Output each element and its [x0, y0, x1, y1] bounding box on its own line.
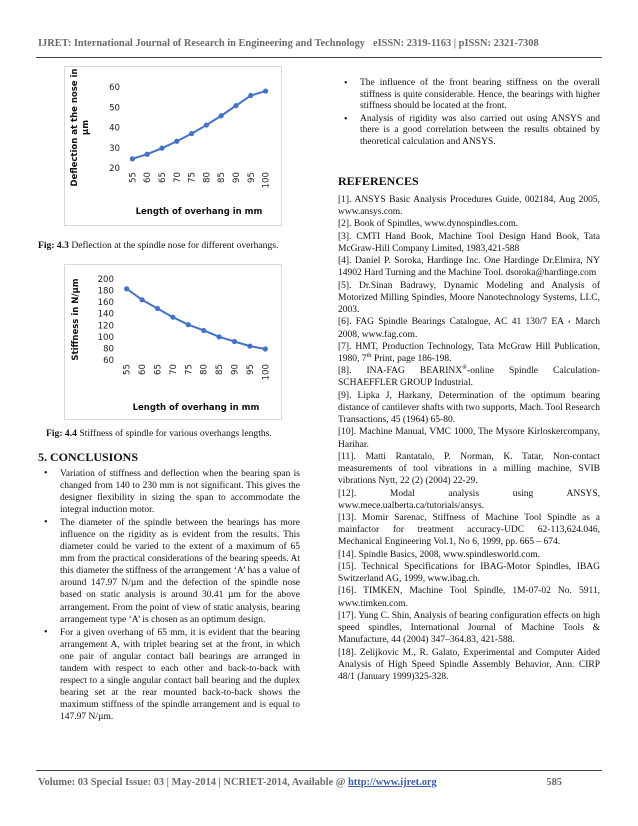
data-point — [186, 322, 191, 327]
x-tick-label: 55 — [128, 172, 139, 183]
figure-caption-text: Stiffness of spindle for various overhangs lengths. — [76, 428, 272, 439]
reference-text: -online Spindle Calculation-SCHAEFFLER GROUP Industrial. — [338, 366, 600, 389]
conclusions-list-continued — [338, 78, 600, 150]
list-item: • Analysis of rigidity was also carried out using ANSYS and there is a good correlation between the results obtained by theoretical calculation and ANSYS. — [338, 114, 600, 149]
list-item: • For a given overhang of 65 mm, it is evident that the bearing arrangement A, with triplet bearing set at the front, in which one pair of angular contact ball bearings are arranged in tandem with respect to each other and back-to-back with respect to a single angular contact ball bearing and the duplex bearing set at the rear mounted back-to-back shows the maximum stiffness of the spindle arrangement and is equal to 147.97 N/µm. — [38, 627, 300, 723]
y-tick-label: 30 — [109, 143, 120, 154]
x-tick-label: 75 — [184, 364, 195, 375]
y-axis-title: Deflection at the nose in — [70, 68, 80, 187]
x-tick-label: 80 — [202, 172, 213, 183]
x-tick-label: 85 — [215, 364, 226, 375]
x-axis-title: Length of overhang in mm — [132, 403, 260, 413]
reference-item: [9]. Lipka J, Harkany, Determination of the optimum bearing distance of cantilever shafts with two supports, Mach. Tool Research Transactions, 45 (1964) 65-80. — [338, 390, 600, 426]
x-tick-label: 60 — [138, 364, 149, 375]
reference-text: [7]. HMT, Production Technology, Tata McGraw Hill Publication, 1980, 7 — [338, 341, 600, 364]
x-tick-label: 75 — [187, 172, 198, 183]
journal-title: IJRET: International Journal of Research in Engineering and Technology — [38, 38, 365, 49]
series-line — [132, 91, 265, 159]
data-point — [247, 344, 252, 349]
references-heading: REFERENCES — [338, 174, 419, 188]
figure-label: Fig: 4.3 — [38, 240, 69, 251]
page-footer — [38, 777, 600, 788]
x-tick-label: 80 — [199, 364, 210, 375]
data-point — [174, 139, 179, 144]
conclusions-list — [38, 468, 300, 724]
reference-item: [15]. Technical Specifications for IBAG-Motor Spindles, IBAG Switzerland AG, 1999, www.ibag.ch. — [338, 561, 600, 585]
x-tick-label: 60 — [143, 172, 154, 183]
reference-item — [338, 341, 600, 365]
reference-item: [13]. Momir Sarenac, Stiffness of Machine Tool Spindle as a mainfactor for treatment accuracy-UDC 62-113,624.046, Mechanical Engineering Vol.1, No 6, 1999, pp. 665 – 674. — [338, 513, 600, 548]
reference-item: [1]. ANSYS Basic Analysis Procedures Guide, 002184, Aug 2005, www.ansys.com. — [338, 195, 600, 218]
reference-item: [17]. Yung C. Shin, Analysis of bearing configuration effects on high speed spindles, International Journal of Machine Tools & Manufacture, 44 (2004) 347–364.83, 421-588. — [338, 610, 601, 646]
x-tick-label: 90 — [230, 364, 241, 375]
list-item: • The influence of the front bearing stiffness on the overall stiffness is quite considerable. Hence, the bearings with higher stiffness should be located at the front. — [338, 78, 600, 113]
data-point — [130, 156, 135, 161]
y-tick-label: 60 — [109, 83, 120, 93]
y-tick-label: 60 — [103, 356, 114, 366]
data-point — [263, 88, 268, 93]
figure-caption-4-4 — [46, 428, 316, 440]
y-tick-label: 160 — [97, 298, 114, 309]
figure-caption-text: Deflection at the spindle nose for different overhangs. — [68, 240, 279, 251]
list-item: • Variation of stiffness and deflection when the bearing span is changed from 140 to 230 mm is not significant. This gives the designer flexibility in sizing the span to accommodate the integral induction motor. — [38, 468, 300, 516]
page-number: 585 — [546, 777, 562, 788]
y-tick-label: 180 — [97, 286, 114, 297]
y-tick-label: 50 — [109, 103, 120, 114]
x-tick-label: 100 — [261, 364, 272, 381]
data-point — [204, 122, 209, 127]
x-tick-label: 55 — [122, 364, 133, 375]
list-item: • The diameter of the spindle between the bearings has more influence on the rigidity as is evident from the results. This diameter could be varied to the extent of a maximum of 65 mm from the practical considerations of the bearing speeds. At this diameter the stiffness of the arrangement ‘A’ has a value of around 147.97 N/µm and the defection of the spindle nose based on static analysis is around 30.41 µm for the above arrangement. From the point of view of static analysis, bearing arrangement type ‘A’ is chosen as an optimum design. — [38, 517, 300, 625]
x-tick-label: 95 — [245, 364, 256, 375]
data-point — [219, 113, 224, 118]
conclusions-heading: 5. CONCLUSIONS — [38, 450, 139, 464]
reference-item: [3]. CMTI Hand Book, Machine Tool Design Hand Book, Tata McGraw-Hill Company Limited, 1983,421-588 — [338, 231, 600, 254]
data-point — [233, 103, 238, 108]
journal-link[interactable]: http://www.ijret.org — [348, 777, 437, 788]
reference-item: [18]. Zelijkovic M., R. Galato, Experimental and Computer Aided Analysis of High Speed Spindle Assembly Behavior, Ann. CIRP 48/1 (January 1999)325-328. — [338, 647, 600, 682]
y-tick-label: 100 — [97, 332, 114, 343]
x-tick-label: 65 — [153, 364, 164, 375]
data-point — [124, 286, 129, 291]
references-list — [338, 194, 600, 683]
header-rule — [36, 57, 602, 58]
y-tick-label: 20 — [109, 164, 120, 174]
reference-text: Print, page 186-198. — [371, 354, 452, 364]
data-point — [189, 131, 194, 136]
reference-text: [8]. INA-FAG BEARINX — [338, 366, 463, 377]
footer-rule — [36, 770, 602, 771]
data-point — [145, 152, 150, 157]
y-axis-title: µm — [81, 119, 91, 136]
y-tick-label: 140 — [97, 309, 114, 320]
superscript: th — [366, 351, 372, 359]
stiffness-chart-svg — [65, 265, 281, 419]
x-tick-label: 70 — [172, 172, 183, 183]
deflection-chart — [64, 66, 282, 226]
reference-item: [12]. Modal analysis using ANSYS, www.mece.ualberta.ca/tutorials/ansys. — [338, 488, 600, 511]
x-tick-label: 65 — [158, 172, 168, 183]
y-tick-label: 40 — [109, 123, 120, 134]
x-tick-label: 90 — [232, 172, 242, 183]
y-tick-label: 80 — [103, 344, 114, 355]
x-axis-title: Length of overhang in mm — [135, 207, 263, 217]
data-point — [201, 328, 206, 333]
x-tick-label: 85 — [217, 172, 228, 183]
figure-label: Fig: 4.4 — [46, 428, 77, 439]
reference-item: [4]. Daniel P. Soroka, Hardinge Inc. One Hardinge Dr.Elmira, NY 14902 Hard Turning and the Machine Tool. dsoroka@hardinge.com — [338, 256, 600, 279]
series-line — [127, 289, 266, 349]
footer-text: Volume: 03 Special Issue: 03 | May-2014 | NCRIET-2014, Available @ — [38, 777, 349, 788]
reference-item: [16]. TIMKEN, Machine Tool Spindle, 1M-07-02 No. 5911, www.timken.com. — [338, 586, 600, 609]
data-point — [263, 346, 268, 351]
reference-item: [5]. Dr.Sinan Badrawy, Dynamic Modeling and Analysis of Motorized Milling Spindles, Moore Nanotechnology Systems, LLC, 2003. — [338, 280, 600, 316]
reference-item: [10]. Machine Manual, VMC 1000, The Mysore Kirloskercompany, Harihar. — [338, 427, 600, 450]
reference-item: [11]. Matti Rantatalo, P. Norman, K. Tatar, Non-contact measurements of tool vibrations in a milling machine, SVIB vibrations Nytt, 22 (2) (2004) 22-29. — [338, 451, 600, 487]
reference-item: [6]. FAG Spindle Bearings Catalogue, AC 41 130/7 EA ‹ March 2008, www.fag.com. — [338, 317, 600, 340]
figure-caption-4-3 — [38, 240, 308, 252]
page-header — [38, 38, 600, 49]
reference-item — [338, 365, 600, 389]
y-tick-label: 200 — [97, 275, 114, 285]
data-point — [140, 297, 145, 302]
stiffness-chart — [64, 264, 282, 420]
data-point — [155, 306, 160, 311]
data-point — [170, 315, 175, 320]
data-point — [248, 93, 253, 98]
y-axis-title: Stiffness in N/µm — [71, 278, 81, 361]
data-point — [217, 334, 222, 339]
reference-item: [14]. Spindle Basics, 2008, www.spindlesworld.com. — [338, 549, 541, 560]
data-point — [232, 339, 237, 344]
reference-item: [2]. Book of Spindles, www.dynospindles.com. — [338, 219, 519, 230]
y-tick-label: 120 — [97, 321, 114, 332]
superscript: ® — [462, 364, 468, 372]
issn-info: eISSN: 2319-1163 | pISSN: 2321-7308 — [372, 38, 539, 49]
x-tick-label: 70 — [168, 364, 179, 375]
x-tick-label: 95 — [246, 172, 257, 183]
data-point — [159, 146, 164, 151]
deflection-chart-svg — [65, 67, 281, 225]
x-tick-label: 100 — [261, 172, 272, 189]
